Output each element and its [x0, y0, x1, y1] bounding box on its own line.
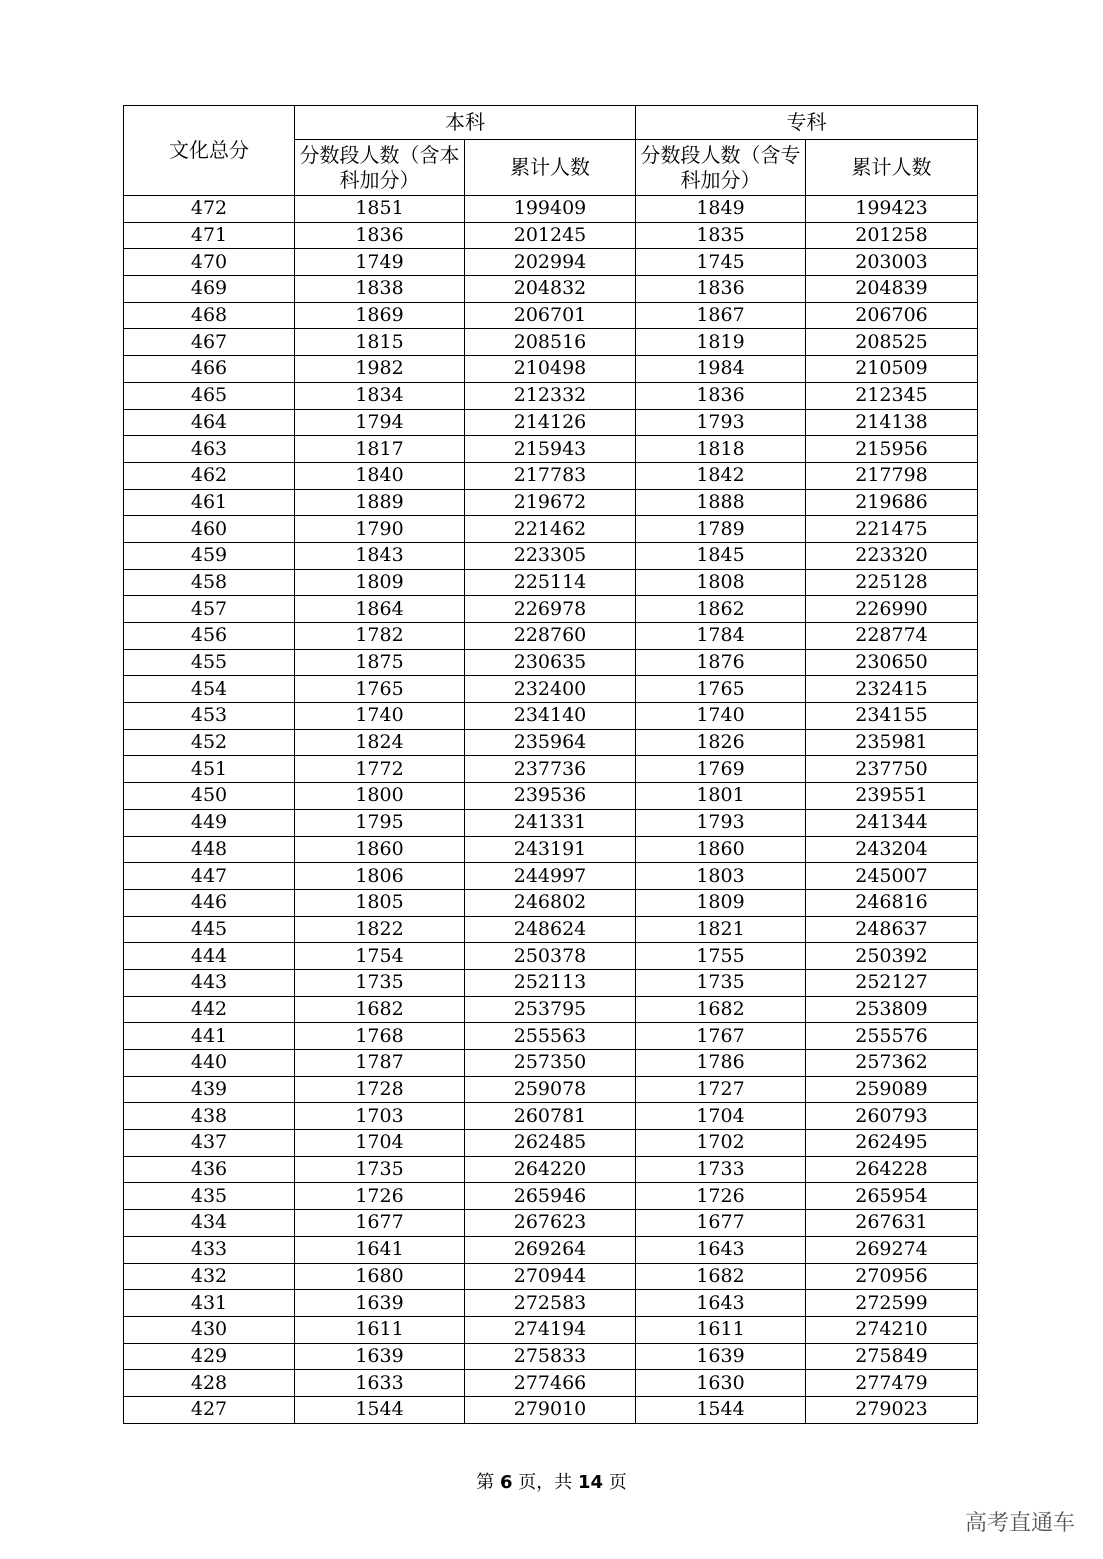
undergraduate-cumulative-cell: 215943: [465, 436, 636, 463]
score-cell: 449: [124, 809, 295, 836]
undergraduate-segment-cell: 1806: [295, 863, 465, 890]
undergraduate-cumulative-cell: 265946: [465, 1183, 636, 1210]
junior-college-cumulative-cell: 212345: [806, 382, 978, 409]
undergraduate-cumulative-cell: 275833: [465, 1343, 636, 1370]
undergraduate-cumulative-cell: 270944: [465, 1263, 636, 1290]
junior-college-segment-cell: 1702: [636, 1130, 806, 1157]
junior-college-cumulative-cell: 232415: [806, 676, 978, 703]
table-row: [124, 729, 978, 756]
junior-college-cumulative-cell: 272599: [806, 1290, 978, 1317]
score-cell: 469: [124, 276, 295, 303]
score-cell: 431: [124, 1290, 295, 1317]
table-row: [124, 1370, 978, 1397]
junior-college-cumulative-cell: 226990: [806, 596, 978, 623]
score-cell: 441: [124, 1023, 295, 1050]
score-cell: 455: [124, 649, 295, 676]
score-cell: 451: [124, 756, 295, 783]
junior-college-cumulative-cell: 215956: [806, 436, 978, 463]
undergraduate-cumulative-cell: 255563: [465, 1023, 636, 1050]
table-row: [124, 783, 978, 810]
score-cell: 429: [124, 1343, 295, 1370]
table-row: [124, 756, 978, 783]
junior-college-segment-cell: 1767: [636, 1023, 806, 1050]
junior-college-segment-cell: 1704: [636, 1103, 806, 1130]
junior-college-segment-cell: 1984: [636, 356, 806, 383]
junior-college-cumulative-cell: 262495: [806, 1130, 978, 1157]
table-row: [124, 676, 978, 703]
junior-college-segment-cell: 1819: [636, 329, 806, 356]
undergraduate-segment-cell: 1843: [295, 542, 465, 569]
table-row: [124, 1236, 978, 1263]
score-cell: 456: [124, 623, 295, 650]
score-cell: 470: [124, 249, 295, 276]
undergraduate-cumulative-cell: 237736: [465, 756, 636, 783]
score-cell: 465: [124, 382, 295, 409]
junior-college-cumulative-cell: 269274: [806, 1236, 978, 1263]
junior-college-cumulative-cell: 270956: [806, 1263, 978, 1290]
undergraduate-segment-cell: 1633: [295, 1370, 465, 1397]
score-cell: 427: [124, 1396, 295, 1423]
junior-college-cumulative-cell: 230650: [806, 649, 978, 676]
table-row: [124, 436, 978, 463]
table-row: [124, 943, 978, 970]
undergraduate-cumulative-cell: 234140: [465, 703, 636, 730]
junior-college-segment-cell: 1745: [636, 249, 806, 276]
undergraduate-cumulative-cell: 260781: [465, 1103, 636, 1130]
junior-college-cumulative-cell: 201258: [806, 222, 978, 249]
undergraduate-segment-cell: 1817: [295, 436, 465, 463]
junior-college-segment-cell: 1867: [636, 302, 806, 329]
score-cell: 439: [124, 1076, 295, 1103]
undergraduate-segment-cell: 1768: [295, 1023, 465, 1050]
junior-college-cumulative-cell: 206706: [806, 302, 978, 329]
undergraduate-cumulative-cell: 206701: [465, 302, 636, 329]
undergraduate-cumulative-cell: 232400: [465, 676, 636, 703]
table-row: [124, 809, 978, 836]
score-cell: 458: [124, 569, 295, 596]
undergraduate-segment-cell: 1795: [295, 809, 465, 836]
undergraduate-cumulative-cell: 252113: [465, 969, 636, 996]
junior-college-cumulative-cell: 225128: [806, 569, 978, 596]
score-cell: 444: [124, 943, 295, 970]
junior-college-segment-cell: 1677: [636, 1210, 806, 1237]
undergraduate-segment-cell: 1822: [295, 916, 465, 943]
score-cell: 428: [124, 1370, 295, 1397]
undergraduate-segment-cell: 1703: [295, 1103, 465, 1130]
undergraduate-segment-header: 分数段人数（含本科加分）: [295, 140, 465, 196]
junior-college-cumulative-cell: 228774: [806, 623, 978, 650]
undergraduate-segment-cell: 1840: [295, 462, 465, 489]
undergraduate-cumulative-cell: 241331: [465, 809, 636, 836]
table-row: [124, 889, 978, 916]
undergraduate-cumulative-cell: 221462: [465, 516, 636, 543]
junior-college-segment-cell: 1836: [636, 382, 806, 409]
table-body: [124, 196, 978, 1424]
junior-college-segment-cell: 1821: [636, 916, 806, 943]
junior-college-segment-cell: 1862: [636, 596, 806, 623]
junior-college-segment-cell: 1735: [636, 969, 806, 996]
table-row: [124, 1183, 978, 1210]
score-cell: 452: [124, 729, 295, 756]
undergraduate-cumulative-cell: 257350: [465, 1050, 636, 1077]
undergraduate-segment-cell: 1790: [295, 516, 465, 543]
undergraduate-cumulative-cell: 202994: [465, 249, 636, 276]
table-row: [124, 329, 978, 356]
undergraduate-cumulative-cell: 274194: [465, 1316, 636, 1343]
table-row: [124, 569, 978, 596]
undergraduate-segment-cell: 1735: [295, 969, 465, 996]
junior-college-cumulative-cell: 214138: [806, 409, 978, 436]
junior-college-cumulative-cell: 210509: [806, 356, 978, 383]
score-cell: 434: [124, 1210, 295, 1237]
score-cell: 463: [124, 436, 295, 463]
score-cell: 457: [124, 596, 295, 623]
junior-college-cumulative-cell: 235981: [806, 729, 978, 756]
undergraduate-segment-cell: 1641: [295, 1236, 465, 1263]
score-cell: 472: [124, 196, 295, 223]
score-cell: 460: [124, 516, 295, 543]
undergraduate-cumulative-cell: 269264: [465, 1236, 636, 1263]
table-row: [124, 1396, 978, 1423]
junior-college-segment-cell: 1726: [636, 1183, 806, 1210]
junior-college-segment-cell: 1789: [636, 516, 806, 543]
undergraduate-cumulative-cell: 235964: [465, 729, 636, 756]
table-row: [124, 1103, 978, 1130]
undergraduate-segment-cell: 1815: [295, 329, 465, 356]
junior-college-cumulative-cell: 265954: [806, 1183, 978, 1210]
undergraduate-segment-cell: 1851: [295, 196, 465, 223]
table-row: [124, 996, 978, 1023]
junior-college-cumulative-cell: 243204: [806, 836, 978, 863]
score-cell: 466: [124, 356, 295, 383]
junior-college-segment-header: 分数段人数（含专科加分）: [636, 140, 806, 196]
score-cell: 438: [124, 1103, 295, 1130]
junior-college-segment-cell: 1876: [636, 649, 806, 676]
junior-college-cumulative-cell: 239551: [806, 783, 978, 810]
score-cell: 435: [124, 1183, 295, 1210]
junior-college-segment-cell: 1818: [636, 436, 806, 463]
undergraduate-cumulative-cell: 201245: [465, 222, 636, 249]
page-footer: [0, 1468, 1103, 1494]
table-row: [124, 382, 978, 409]
table-row: [124, 969, 978, 996]
score-cell: 459: [124, 542, 295, 569]
footer-middle: 页，共: [518, 1472, 573, 1493]
undergraduate-segment-cell: 1735: [295, 1156, 465, 1183]
undergraduate-segment-cell: 1860: [295, 836, 465, 863]
undergraduate-segment-cell: 1782: [295, 623, 465, 650]
undergraduate-cumulative-cell: 214126: [465, 409, 636, 436]
table-row: [124, 649, 978, 676]
undergraduate-cumulative-cell: 219672: [465, 489, 636, 516]
junior-college-cumulative-cell: 250392: [806, 943, 978, 970]
junior-college-segment-cell: 1740: [636, 703, 806, 730]
footer-suffix: 页: [608, 1472, 627, 1493]
undergraduate-cumulative-cell: 204832: [465, 276, 636, 303]
score-cell: 437: [124, 1130, 295, 1157]
junior-college-cumulative-cell: 203003: [806, 249, 978, 276]
undergraduate-cumulative-cell: 250378: [465, 943, 636, 970]
table-row: [124, 222, 978, 249]
score-cell: 442: [124, 996, 295, 1023]
score-cell: 436: [124, 1156, 295, 1183]
table-row: [124, 276, 978, 303]
undergraduate-cumulative-cell: 246802: [465, 889, 636, 916]
undergraduate-segment-cell: 1728: [295, 1076, 465, 1103]
undergraduate-segment-cell: 1544: [295, 1396, 465, 1423]
junior-college-cumulative-cell: 267631: [806, 1210, 978, 1237]
junior-college-segment-cell: 1765: [636, 676, 806, 703]
junior-college-cumulative-cell: 248637: [806, 916, 978, 943]
undergraduate-segment-cell: 1704: [295, 1130, 465, 1157]
score-distribution-table: [123, 105, 978, 1424]
table-row: [124, 489, 978, 516]
junior-college-segment-cell: 1809: [636, 889, 806, 916]
table-row: [124, 542, 978, 569]
watermark: 高考直通车: [964, 1511, 1075, 1536]
junior-college-cumulative-cell: 246816: [806, 889, 978, 916]
table-row: [124, 1263, 978, 1290]
junior-college-segment-cell: 1544: [636, 1396, 806, 1423]
score-cell: 446: [124, 889, 295, 916]
junior-college-cumulative-cell: 221475: [806, 516, 978, 543]
junior-college-cumulative-cell: 277479: [806, 1370, 978, 1397]
score-cell: 430: [124, 1316, 295, 1343]
table-row: [124, 1210, 978, 1237]
undergraduate-cumulative-header: 累计人数: [465, 140, 636, 196]
junior-college-cumulative-cell: 199423: [806, 196, 978, 223]
undergraduate-cumulative-cell: 243191: [465, 836, 636, 863]
undergraduate-cumulative-cell: 225114: [465, 569, 636, 596]
undergraduate-cumulative-cell: 267623: [465, 1210, 636, 1237]
junior-college-segment-cell: 1801: [636, 783, 806, 810]
undergraduate-segment-cell: 1749: [295, 249, 465, 276]
junior-college-cumulative-cell: 253809: [806, 996, 978, 1023]
junior-college-segment-cell: 1786: [636, 1050, 806, 1077]
undergraduate-segment-cell: 1838: [295, 276, 465, 303]
score-cell: 464: [124, 409, 295, 436]
table-row: [124, 703, 978, 730]
table-row: [124, 249, 978, 276]
table-row: [124, 1023, 978, 1050]
undergraduate-group-header: 本科: [295, 106, 636, 140]
junior-college-cumulative-cell: 219686: [806, 489, 978, 516]
undergraduate-cumulative-cell: 279010: [465, 1396, 636, 1423]
undergraduate-segment-cell: 1794: [295, 409, 465, 436]
undergraduate-cumulative-cell: 264220: [465, 1156, 636, 1183]
undergraduate-cumulative-cell: 239536: [465, 783, 636, 810]
score-cell: 462: [124, 462, 295, 489]
junior-college-segment-cell: 1639: [636, 1343, 806, 1370]
table-row: [124, 836, 978, 863]
undergraduate-segment-cell: 1726: [295, 1183, 465, 1210]
undergraduate-cumulative-cell: 199409: [465, 196, 636, 223]
undergraduate-segment-cell: 1639: [295, 1290, 465, 1317]
undergraduate-segment-cell: 1805: [295, 889, 465, 916]
junior-college-cumulative-cell: 260793: [806, 1103, 978, 1130]
table-row: [124, 1050, 978, 1077]
score-cell: 433: [124, 1236, 295, 1263]
junior-college-segment-cell: 1630: [636, 1370, 806, 1397]
score-cell: 471: [124, 222, 295, 249]
junior-college-segment-cell: 1845: [636, 542, 806, 569]
undergraduate-segment-cell: 1677: [295, 1210, 465, 1237]
undergraduate-cumulative-cell: 208516: [465, 329, 636, 356]
score-cell: 432: [124, 1263, 295, 1290]
score-cell: 467: [124, 329, 295, 356]
table-row: [124, 462, 978, 489]
undergraduate-segment-cell: 1611: [295, 1316, 465, 1343]
undergraduate-segment-cell: 1875: [295, 649, 465, 676]
undergraduate-segment-cell: 1864: [295, 596, 465, 623]
score-cell: 450: [124, 783, 295, 810]
junior-college-segment-cell: 1803: [636, 863, 806, 890]
undergraduate-cumulative-cell: 248624: [465, 916, 636, 943]
table-row: [124, 1343, 978, 1370]
undergraduate-segment-cell: 1869: [295, 302, 465, 329]
table-row: [124, 409, 978, 436]
undergraduate-segment-cell: 1772: [295, 756, 465, 783]
score-cell: 440: [124, 1050, 295, 1077]
undergraduate-cumulative-cell: 210498: [465, 356, 636, 383]
junior-college-cumulative-cell: 223320: [806, 542, 978, 569]
undergraduate-segment-cell: 1809: [295, 569, 465, 596]
undergraduate-segment-cell: 1754: [295, 943, 465, 970]
table-row: [124, 356, 978, 383]
undergraduate-segment-cell: 1740: [295, 703, 465, 730]
undergraduate-cumulative-cell: 223305: [465, 542, 636, 569]
table-row: [124, 596, 978, 623]
junior-college-group-header: 专科: [636, 106, 978, 140]
table-row: [124, 1316, 978, 1343]
undergraduate-segment-cell: 1680: [295, 1263, 465, 1290]
junior-college-cumulative-cell: 279023: [806, 1396, 978, 1423]
table-row: [124, 196, 978, 223]
undergraduate-cumulative-cell: 217783: [465, 462, 636, 489]
junior-college-cumulative-cell: 234155: [806, 703, 978, 730]
score-cell: 454: [124, 676, 295, 703]
table-row: [124, 916, 978, 943]
junior-college-segment-cell: 1682: [636, 996, 806, 1023]
undergraduate-cumulative-cell: 259078: [465, 1076, 636, 1103]
junior-college-cumulative-cell: 264228: [806, 1156, 978, 1183]
junior-college-segment-cell: 1860: [636, 836, 806, 863]
junior-college-segment-cell: 1888: [636, 489, 806, 516]
junior-college-segment-cell: 1769: [636, 756, 806, 783]
score-cell: 461: [124, 489, 295, 516]
junior-college-cumulative-cell: 204839: [806, 276, 978, 303]
score-column-header: 文化总分: [124, 106, 295, 196]
junior-college-cumulative-cell: 255576: [806, 1023, 978, 1050]
undergraduate-cumulative-cell: 262485: [465, 1130, 636, 1157]
junior-college-cumulative-cell: 241344: [806, 809, 978, 836]
undergraduate-cumulative-cell: 253795: [465, 996, 636, 1023]
table-row: [124, 1130, 978, 1157]
table-row: [124, 1290, 978, 1317]
junior-college-segment-cell: 1733: [636, 1156, 806, 1183]
junior-college-segment-cell: 1755: [636, 943, 806, 970]
table-row: [124, 863, 978, 890]
junior-college-cumulative-cell: 252127: [806, 969, 978, 996]
junior-college-cumulative-cell: 259089: [806, 1076, 978, 1103]
table-row: [124, 516, 978, 543]
undergraduate-segment-cell: 1982: [295, 356, 465, 383]
undergraduate-segment-cell: 1824: [295, 729, 465, 756]
score-cell: 448: [124, 836, 295, 863]
undergraduate-segment-cell: 1787: [295, 1050, 465, 1077]
junior-college-segment-cell: 1836: [636, 276, 806, 303]
junior-college-segment-cell: 1643: [636, 1236, 806, 1263]
undergraduate-cumulative-cell: 230635: [465, 649, 636, 676]
table-row: [124, 1076, 978, 1103]
junior-college-segment-cell: 1784: [636, 623, 806, 650]
junior-college-segment-cell: 1793: [636, 809, 806, 836]
junior-college-segment-cell: 1849: [636, 196, 806, 223]
junior-college-cumulative-cell: 275849: [806, 1343, 978, 1370]
junior-college-segment-cell: 1808: [636, 569, 806, 596]
undergraduate-cumulative-cell: 277466: [465, 1370, 636, 1397]
undergraduate-segment-cell: 1800: [295, 783, 465, 810]
junior-college-cumulative-header: 累计人数: [806, 140, 978, 196]
footer-page-number: 6: [499, 1472, 513, 1493]
table-row: [124, 1156, 978, 1183]
undergraduate-cumulative-cell: 228760: [465, 623, 636, 650]
undergraduate-segment-cell: 1836: [295, 222, 465, 249]
table-row: [124, 623, 978, 650]
score-cell: 447: [124, 863, 295, 890]
footer-prefix: 第: [476, 1472, 495, 1493]
undergraduate-segment-cell: 1889: [295, 489, 465, 516]
junior-college-segment-cell: 1727: [636, 1076, 806, 1103]
junior-college-segment-cell: 1611: [636, 1316, 806, 1343]
undergraduate-segment-cell: 1834: [295, 382, 465, 409]
junior-college-segment-cell: 1835: [636, 222, 806, 249]
junior-college-cumulative-cell: 245007: [806, 863, 978, 890]
junior-college-segment-cell: 1842: [636, 462, 806, 489]
junior-college-cumulative-cell: 274210: [806, 1316, 978, 1343]
table-row: [124, 302, 978, 329]
undergraduate-cumulative-cell: 272583: [465, 1290, 636, 1317]
score-cell: 453: [124, 703, 295, 730]
junior-college-segment-cell: 1826: [636, 729, 806, 756]
undergraduate-segment-cell: 1765: [295, 676, 465, 703]
undergraduate-cumulative-cell: 212332: [465, 382, 636, 409]
junior-college-segment-cell: 1682: [636, 1263, 806, 1290]
junior-college-segment-cell: 1793: [636, 409, 806, 436]
score-cell: 445: [124, 916, 295, 943]
score-cell: 443: [124, 969, 295, 996]
undergraduate-cumulative-cell: 244997: [465, 863, 636, 890]
junior-college-segment-cell: 1643: [636, 1290, 806, 1317]
undergraduate-segment-cell: 1682: [295, 996, 465, 1023]
junior-college-cumulative-cell: 217798: [806, 462, 978, 489]
undergraduate-segment-cell: 1639: [295, 1343, 465, 1370]
score-cell: 468: [124, 302, 295, 329]
junior-college-cumulative-cell: 208525: [806, 329, 978, 356]
junior-college-cumulative-cell: 237750: [806, 756, 978, 783]
footer-total-pages: 14: [577, 1472, 604, 1493]
undergraduate-cumulative-cell: 226978: [465, 596, 636, 623]
junior-college-cumulative-cell: 257362: [806, 1050, 978, 1077]
